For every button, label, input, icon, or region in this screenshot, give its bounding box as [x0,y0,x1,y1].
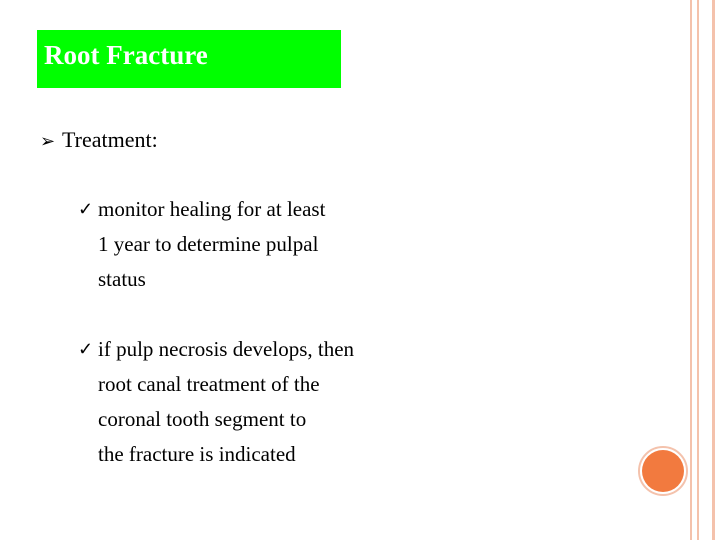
main-bullet [40,125,158,156]
sub-bullet [78,332,354,472]
sub-bullet-line: monitor healing for at least [98,197,326,221]
sub-bullet [78,192,325,297]
sub-bullet-line: status [98,267,146,291]
title-box [37,30,341,88]
sub-bullet-line: 1 year to determine pulpal [98,232,319,256]
sub-bullet-line: if pulp necrosis develops, then [98,337,355,361]
decorative-line [697,0,699,540]
decorative-line [690,0,692,540]
sub-bullet-line: root canal treatment of the [98,372,320,396]
sub-bullet-line: the fracture is indicated [98,442,296,466]
checkmark-icon: ✓ [78,199,94,219]
checkmark-icon: ✓ [78,339,94,359]
main-bullet-label: Treatment: [62,127,158,152]
sub-bullet-line: coronal tooth segment to [98,407,307,431]
arrow-bullet-icon: ➢ [40,131,56,151]
circle-ornament-icon [642,450,684,492]
slide-title: Root Fracture [44,40,208,70]
decorative-line [712,0,715,540]
